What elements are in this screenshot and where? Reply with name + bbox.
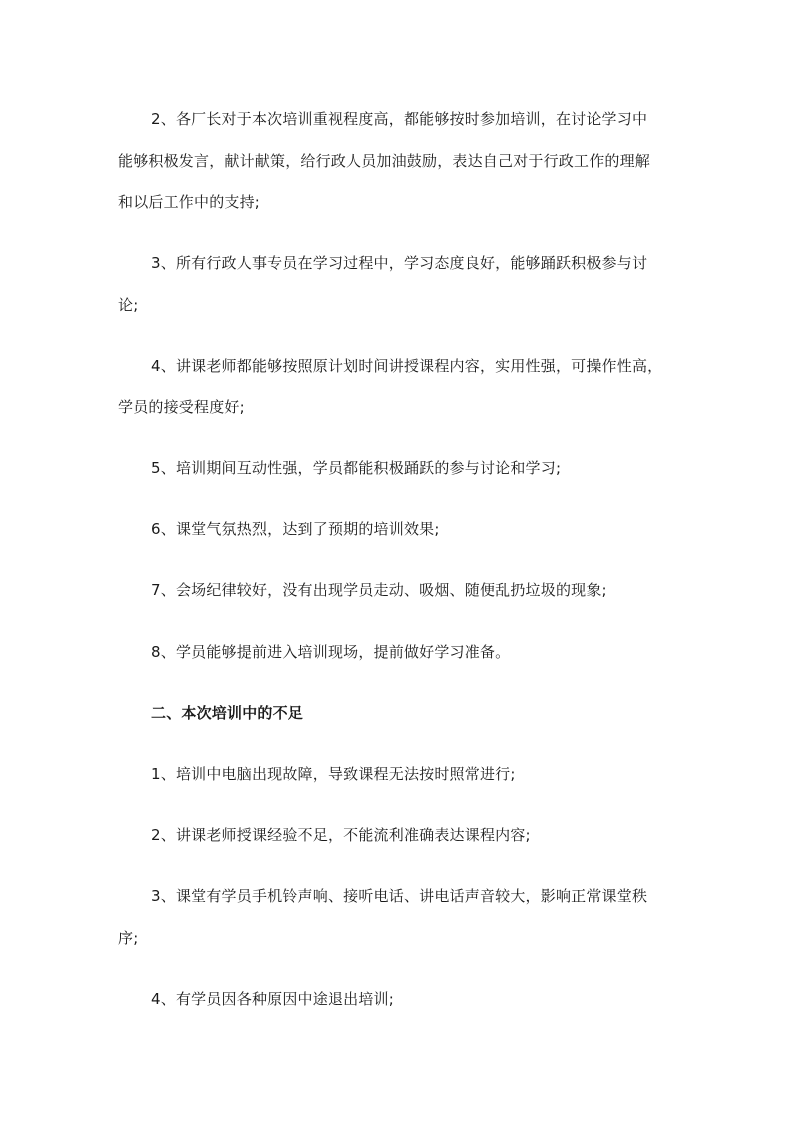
paragraph-line: 5、培训期间互动性强，学员都能积极踊跃的参与讨论和学习; (151, 459, 562, 477)
paragraph-line: 2、各厂长对于本次培训重视程度高，都能够按时参加培训，在讨论学习中 (151, 110, 648, 128)
paragraph-line: 6、课堂气氛热烈，达到了预期的培训效果; (151, 520, 440, 538)
paragraph-line: 4、有学员因各种原因中途退出培训; (151, 990, 394, 1008)
paragraph-line: 论; (118, 296, 139, 314)
paragraph-line: 序; (118, 929, 139, 947)
paragraph-line: 能够积极发言，献计献策，给行政人员加油鼓励，表达自己对于行政工作的理解 (118, 152, 651, 170)
section-heading: 二、本次培训中的不足 (151, 704, 304, 722)
paragraph-line: 2、讲课老师授课经验不足，不能流利准确表达课程内容; (151, 826, 531, 844)
paragraph-line: 3、所有行政人事专员在学习过程中，学习态度良好，能够踊跃积极参与讨 (151, 254, 648, 272)
paragraph-line: 和以后工作中的支持; (118, 193, 261, 211)
paragraph-line: 4、讲课老师都能够按照原计划时间讲授课程内容，实用性强，可操作性高， (151, 357, 663, 375)
paragraph-line: 学员的接受程度好; (118, 398, 245, 416)
paragraph-line: 8、学员能够提前进入培训现场，提前做好学习准备。 (151, 643, 511, 661)
paragraph-line: 7、会场纪律较好，没有出现学员走动、吸烟、随便乱扔垃圾的现象; (151, 581, 607, 599)
paragraph-line: 3、课堂有学员手机铃声响、接听电话、讲电话声音较大，影响正常课堂秩 (151, 887, 648, 905)
paragraph-line: 1、培训中电脑出现故障，导致课程无法按时照常进行; (151, 765, 516, 783)
